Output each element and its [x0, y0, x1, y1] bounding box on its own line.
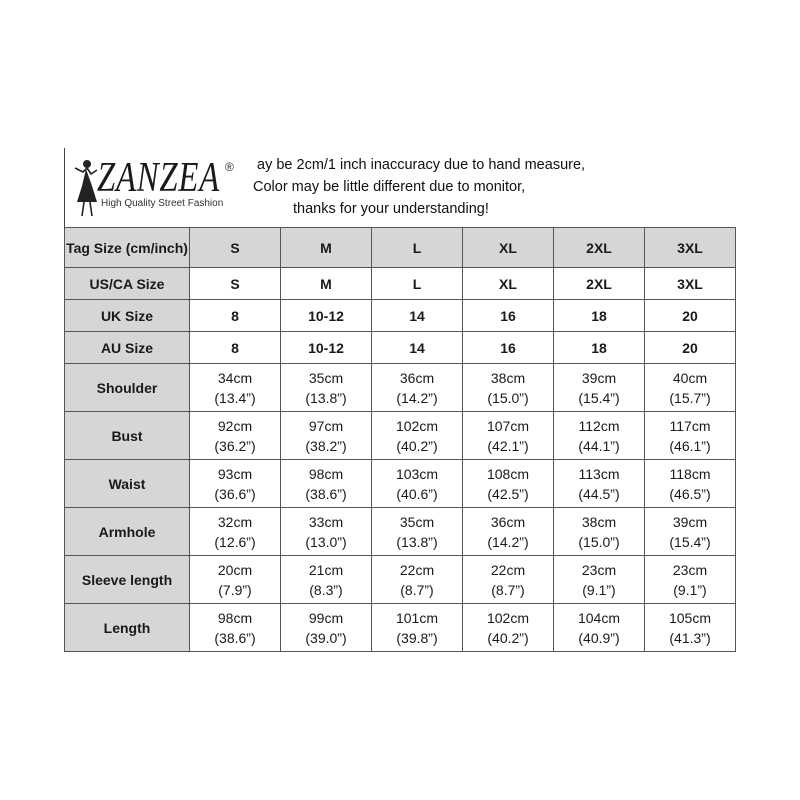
inch-value: (40.2”): [487, 629, 529, 646]
measurement-cell: [645, 412, 736, 460]
cm-value: 40cm: [672, 369, 708, 386]
measurement-cell: [281, 412, 372, 460]
size-value-cell: 10-12: [281, 332, 372, 364]
cm-value: 103cm: [395, 465, 439, 482]
measurement-row: [65, 508, 736, 556]
size-row: [65, 300, 736, 332]
note-line-3: thanks for your understanding!: [293, 201, 489, 217]
cm-value: 32cm: [217, 513, 253, 530]
cm-value: 113cm: [578, 465, 620, 482]
measurement-row: [65, 364, 736, 412]
measurement-cell: [645, 508, 736, 556]
cm-value: 98cm: [308, 465, 344, 482]
inch-value: (13.0”): [305, 533, 347, 550]
header-size-cell: S: [190, 228, 281, 268]
inch-value: (13.8”): [305, 389, 347, 406]
size-value-cell: 16: [463, 332, 554, 364]
inch-value: (39.0”): [305, 629, 347, 646]
inch-value: (46.5”): [669, 485, 711, 502]
size-value-cell: 3XL: [645, 268, 736, 300]
inch-value: (14.2”): [396, 389, 438, 406]
inch-value: (15.4”): [578, 389, 620, 406]
measurement-cell: [554, 412, 645, 460]
cm-value: 93cm: [217, 465, 253, 482]
measurement-cell: [463, 460, 554, 508]
measurement-cell: [190, 604, 281, 652]
measurement-cell: [554, 604, 645, 652]
measurement-cell: [372, 460, 463, 508]
size-value-cell: L: [372, 268, 463, 300]
registered-mark: ®: [225, 160, 234, 174]
cm-value: 101cm: [395, 609, 439, 626]
cm-value: 21cm: [308, 561, 344, 578]
size-value-cell: 18: [554, 300, 645, 332]
cm-value: 33cm: [308, 513, 344, 530]
cm-value: 36cm: [399, 369, 435, 386]
brand-logo: [67, 150, 243, 220]
measurement-cell: [281, 364, 372, 412]
cm-value: 118cm: [669, 465, 711, 482]
header-label-cell: Tag Size (cm/inch): [65, 228, 190, 268]
cm-value: 107cm: [486, 417, 530, 434]
measurement-cell: [190, 412, 281, 460]
cm-value: 112cm: [578, 417, 620, 434]
cm-value: 105cm: [668, 609, 712, 626]
inch-value: (38.6”): [305, 485, 347, 502]
measurement-cell: [463, 508, 554, 556]
cm-value: 102cm: [486, 609, 530, 626]
size-chart-body: [65, 228, 736, 652]
size-value-cell: 16: [463, 300, 554, 332]
cm-value: 97cm: [308, 417, 344, 434]
size-value-cell: 10-12: [281, 300, 372, 332]
cm-value: 38cm: [490, 369, 526, 386]
measurement-cell: [372, 508, 463, 556]
measurement-cell: [554, 364, 645, 412]
cm-value: 99cm: [308, 609, 344, 626]
measurement-cell: [645, 604, 736, 652]
measurement-cell: [463, 604, 554, 652]
size-value-cell: 14: [372, 300, 463, 332]
measurement-cell: [190, 556, 281, 604]
table-header-row: [65, 228, 736, 268]
header-size-cell: M: [281, 228, 372, 268]
note-line-2: Color may be little different due to monitor,: [253, 179, 526, 195]
row-label-cell: Waist: [65, 460, 190, 508]
size-chart-table: [64, 227, 736, 652]
row-label-cell: Shoulder: [65, 364, 190, 412]
inch-value: (44.1”): [578, 437, 620, 454]
measurement-cell: [372, 604, 463, 652]
measurement-row: [65, 460, 736, 508]
inch-value: (15.4”): [669, 533, 711, 550]
measurement-cell: [554, 460, 645, 508]
cm-value: 23cm: [581, 561, 617, 578]
measurement-cell: [463, 412, 554, 460]
cm-value: 35cm: [308, 369, 344, 386]
measurement-cell: [190, 460, 281, 508]
measurement-cell: [554, 556, 645, 604]
inch-value: (9.1”): [673, 581, 707, 598]
cm-value: 39cm: [581, 369, 617, 386]
size-value-cell: 2XL: [554, 268, 645, 300]
cm-value: 36cm: [490, 513, 526, 530]
size-value-cell: 14: [372, 332, 463, 364]
inch-value: (42.5”): [487, 485, 529, 502]
inch-value: (13.8”): [396, 533, 438, 550]
note-line-1: ay be 2cm/1 inch inaccuracy due to hand measure,: [257, 157, 586, 173]
size-value-cell: 18: [554, 332, 645, 364]
cm-value: 20cm: [217, 561, 253, 578]
inch-value: (8.7”): [491, 581, 525, 598]
row-label-cell: AU Size: [65, 332, 190, 364]
cm-value: 108cm: [486, 465, 530, 482]
inch-value: (8.7”): [400, 581, 434, 598]
measurement-cell: [281, 508, 372, 556]
cm-value: 39cm: [672, 513, 708, 530]
inch-value: (15.0”): [578, 533, 620, 550]
inch-value: (7.9”): [218, 581, 252, 598]
row-label-cell: Armhole: [65, 508, 190, 556]
size-value-cell: XL: [463, 268, 554, 300]
measurement-cell: [190, 364, 281, 412]
inch-value: (36.2”): [214, 437, 256, 454]
size-row: [65, 332, 736, 364]
cm-value: 34cm: [217, 369, 253, 386]
inch-value: (40.2”): [396, 437, 438, 454]
inch-value: (15.0”): [487, 389, 529, 406]
measurement-cell: [463, 364, 554, 412]
header-size-cell: XL: [463, 228, 554, 268]
measurement-cell: [554, 508, 645, 556]
inch-value: (36.6”): [214, 485, 256, 502]
measurement-row: [65, 412, 736, 460]
inch-value: (46.1”): [669, 437, 711, 454]
inch-value: (38.2”): [305, 437, 347, 454]
cm-value: 38cm: [581, 513, 617, 530]
measurement-row: [65, 604, 736, 652]
cm-value: 23cm: [672, 561, 708, 578]
size-value-cell: M: [281, 268, 372, 300]
cm-value: 104cm: [577, 609, 621, 626]
measurement-cell: [281, 604, 372, 652]
header-size-cell: 2XL: [554, 228, 645, 268]
measurement-cell: [645, 364, 736, 412]
inch-value: (13.4”): [214, 389, 256, 406]
inch-value: (15.7”): [669, 389, 711, 406]
header: [64, 148, 737, 228]
measurement-cell: [463, 556, 554, 604]
cm-value: 92cm: [217, 417, 253, 434]
row-label-cell: Bust: [65, 412, 190, 460]
inch-value: (38.6”): [214, 629, 256, 646]
row-label-cell: UK Size: [65, 300, 190, 332]
size-value-cell: 20: [645, 300, 736, 332]
size-row: [65, 268, 736, 300]
measurement-row: [65, 556, 736, 604]
measurement-cell: [281, 556, 372, 604]
inch-value: (44.5”): [578, 485, 620, 502]
measurement-cell: [372, 364, 463, 412]
measurement-cell: [372, 556, 463, 604]
size-value-cell: S: [190, 268, 281, 300]
inch-value: (40.9”): [578, 629, 620, 646]
measurement-cell: [190, 508, 281, 556]
cm-value: 102cm: [395, 417, 439, 434]
cm-value: 117cm: [669, 417, 711, 434]
size-value-cell: 8: [190, 300, 281, 332]
inch-value: (12.6”): [214, 533, 256, 550]
brand-tagline: High Quality Street Fashion: [101, 198, 224, 209]
disclaimer-note: [247, 154, 667, 220]
measurement-cell: [281, 460, 372, 508]
measurement-cell: [645, 460, 736, 508]
inch-value: (8.3”): [309, 581, 343, 598]
inch-value: (14.2”): [487, 533, 529, 550]
inch-value: (41.3”): [669, 629, 711, 646]
inch-value: (40.6”): [396, 485, 438, 502]
brand-name: ZANZEA: [97, 155, 221, 201]
inch-value: (42.1”): [487, 437, 529, 454]
measurement-cell: [372, 412, 463, 460]
measurement-cell: [645, 556, 736, 604]
header-size-cell: L: [372, 228, 463, 268]
cm-value: 22cm: [399, 561, 435, 578]
row-label-cell: Sleeve length: [65, 556, 190, 604]
size-value-cell: 20: [645, 332, 736, 364]
cm-value: 35cm: [399, 513, 435, 530]
cm-value: 98cm: [217, 609, 253, 626]
row-label-cell: US/CA Size: [65, 268, 190, 300]
header-size-cell: 3XL: [645, 228, 736, 268]
inch-value: (9.1”): [582, 581, 616, 598]
row-label-cell: Length: [65, 604, 190, 652]
size-value-cell: 8: [190, 332, 281, 364]
inch-value: (39.8”): [396, 629, 438, 646]
cm-value: 22cm: [490, 561, 526, 578]
